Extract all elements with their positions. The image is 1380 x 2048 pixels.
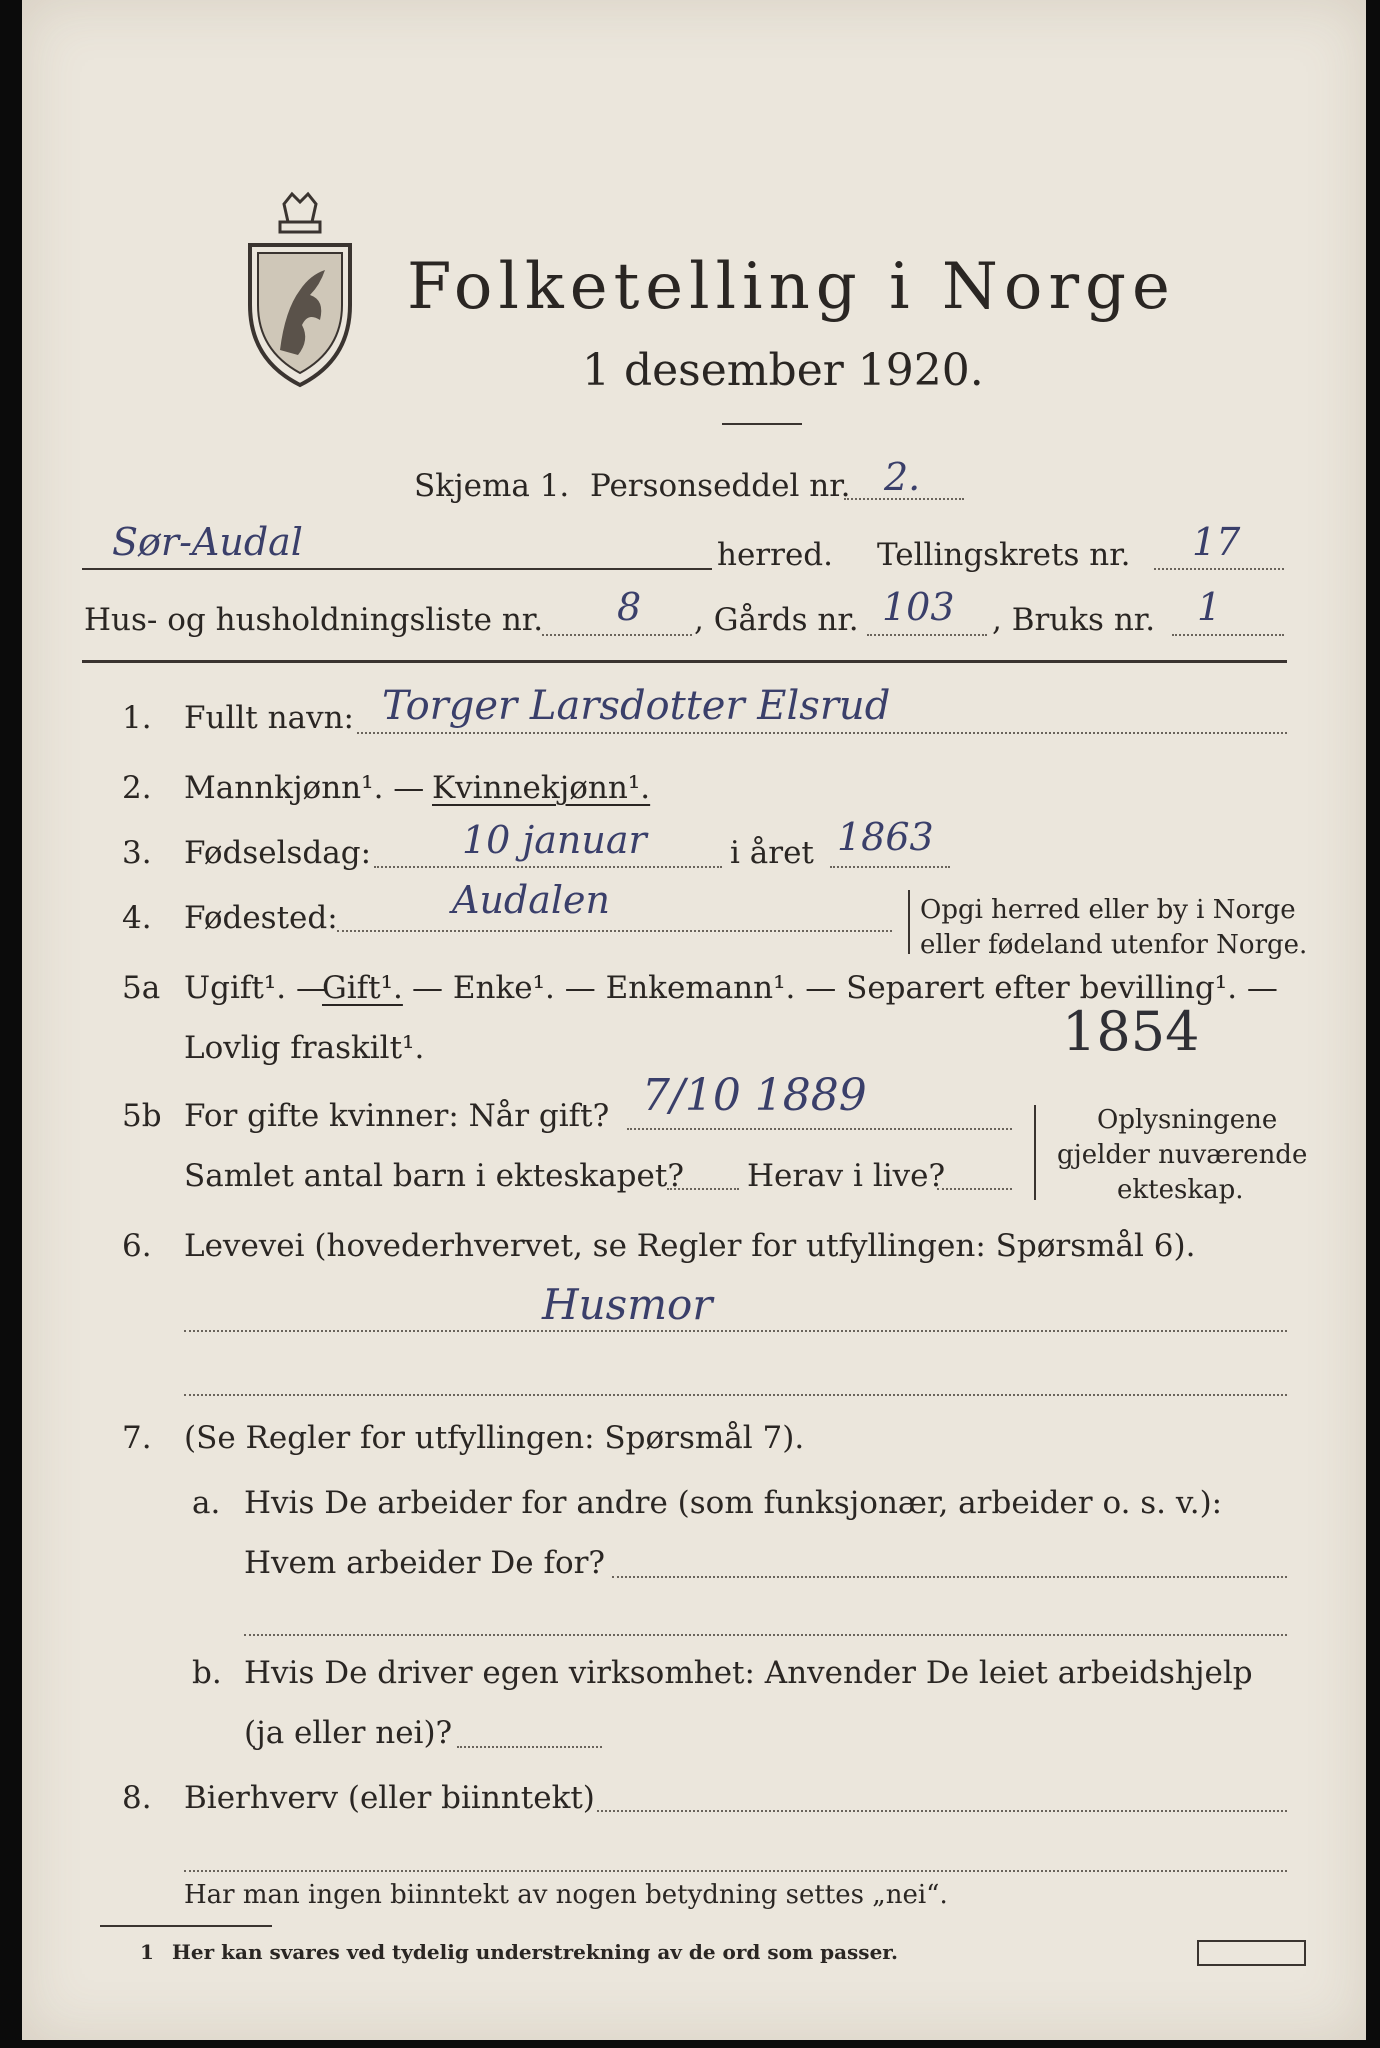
marriage-date-line [627, 1128, 1012, 1130]
form-date: 1 desember 1920. [582, 345, 984, 396]
title-divider [722, 423, 802, 425]
marriage-date-value[interactable]: 7/10 1889 [642, 1070, 867, 1121]
form-title: Folketelling i Norge [407, 250, 1176, 324]
footnote-divider [100, 1925, 272, 1927]
marriage-note-line1: Oplysningene [1097, 1105, 1278, 1135]
children-count-label: Samlet antal barn i ekteskapet? [184, 1158, 684, 1194]
children-count-line [667, 1188, 739, 1190]
q7-number: 7. [122, 1420, 152, 1456]
census-form-page [22, 0, 1366, 2040]
q8-label: Bierhverv (eller biinntekt) [184, 1780, 595, 1816]
q7b-letter: b. [192, 1655, 222, 1691]
herred-label: herred. [717, 537, 833, 573]
bruks-label: , Bruks nr. [992, 602, 1156, 638]
q5a-number: 5a [122, 970, 161, 1006]
q7-label: (Se Regler for utfyllingen: Spørsmål 7). [184, 1420, 805, 1456]
bruks-line [1172, 634, 1284, 636]
q8-number: 8. [122, 1780, 152, 1816]
marriage-note-brace [1034, 1105, 1036, 1200]
footnote-text: Her kan svares ved tydelig understrekning av de ord som passer. [172, 1940, 898, 1964]
marriage-note-line2: gjelder nuværende [1057, 1140, 1308, 1170]
herred-line [82, 568, 712, 570]
birthplace-value[interactable]: Audalen [452, 878, 611, 922]
coat-of-arms-icon [240, 190, 360, 390]
personseddel-label: Personseddel nr. [590, 468, 851, 504]
q3-number: 3. [122, 835, 152, 871]
married-option-underlined[interactable]: Gift¹. [322, 970, 403, 1006]
q7a-line1: Hvis De arbeider for andre (som funksjonær, arbeider o. s. v.): [244, 1485, 1223, 1521]
side-income-line[interactable] [597, 1810, 1287, 1812]
birthplace-line [337, 930, 892, 932]
q4-label: Fødested: [184, 900, 338, 936]
occupation-line-2 [184, 1394, 1287, 1396]
gards-label: , Gårds nr. [694, 602, 859, 638]
divorced-option[interactable]: Lovlig fraskilt¹. [184, 1030, 425, 1066]
marital-other-options[interactable]: — Enke¹. — Enkemann¹. — Separert efter bevilling¹. — [412, 970, 1278, 1006]
q3-label: Fødselsdag: [184, 835, 372, 871]
year-line [830, 866, 950, 868]
birthplace-note-brace [908, 890, 910, 954]
bruks-value[interactable]: 1 [1197, 585, 1222, 629]
occupation-line-1 [184, 1330, 1287, 1332]
footnote-mark: 1 [140, 1940, 154, 1964]
husholdningsliste-line [542, 634, 692, 636]
herred-value[interactable]: Sør-Audal [112, 520, 303, 564]
husholdningsliste-value[interactable]: 8 [617, 585, 642, 629]
birthday-value[interactable]: 10 januar [462, 818, 647, 862]
margin-note-year: 1854 [1062, 1000, 1200, 1063]
marriage-date-label: For gifte kvinner: Når gift? [184, 1098, 610, 1134]
q1-line [357, 732, 1287, 734]
male-option[interactable]: Mannkjønn¹. — [184, 770, 425, 806]
employer-line-2[interactable] [244, 1634, 1287, 1636]
unmarried-option[interactable]: Ugift¹. — [184, 970, 327, 1006]
marriage-note-line3: ekteskap. [1117, 1175, 1244, 1205]
personseddel-value[interactable]: 2. [884, 455, 921, 499]
q7b-line2: (ja eller nei)? [244, 1715, 453, 1751]
gards-value[interactable]: 103 [882, 585, 955, 629]
q7b-line1: Hvis De driver egen virksomhet: Anvender De leiet arbeidshjelp [244, 1655, 1253, 1691]
skjema-label: Skjema 1. [414, 468, 570, 504]
side-income-note: Har man ingen biinntekt av nogen betydning settes „nei“. [184, 1880, 948, 1910]
tellingskrets-line [1154, 568, 1284, 570]
husholdningsliste-label: Hus- og husholdningsliste nr. [84, 602, 544, 638]
birth-year-value[interactable]: 1863 [837, 815, 934, 859]
q7a-line2: Hvem arbeider De for? [244, 1545, 606, 1581]
year-label: i året [730, 835, 814, 871]
q2-number: 2. [122, 770, 152, 806]
birthday-line [374, 866, 722, 868]
q7a-letter: a. [192, 1485, 221, 1521]
children-alive-line [937, 1188, 1012, 1190]
employer-line[interactable] [612, 1576, 1287, 1578]
q1-label: Fullt navn: [184, 700, 354, 736]
hired-help-line[interactable] [457, 1746, 602, 1748]
tellingskrets-label: Tellingskrets nr. [877, 537, 1131, 573]
q6-label: Levevei (hovederhvervet, se Regler for utfyllingen: Spørsmål 6). [184, 1228, 1196, 1264]
occupation-value[interactable]: Husmor [542, 1280, 713, 1329]
q1-number: 1. [122, 700, 152, 736]
children-alive-label: Herav i live? [747, 1158, 946, 1194]
q5b-number: 5b [122, 1098, 162, 1134]
birthplace-note-line1: Opgi herred eller by i Norge [920, 895, 1296, 925]
birthplace-note-line2: eller fødeland utenfor Norge. [920, 930, 1308, 960]
printer-stamp [1197, 1940, 1306, 1966]
q4-number: 4. [122, 900, 152, 936]
q6-number: 6. [122, 1228, 152, 1264]
female-option-underlined[interactable]: Kvinnekjønn¹. [432, 770, 651, 806]
tellingskrets-value[interactable]: 17 [1192, 520, 1241, 564]
side-income-line-2[interactable] [184, 1870, 1287, 1872]
full-name-value[interactable]: Torger Larsdotter Elsrud [382, 683, 891, 729]
header-divider [82, 660, 1287, 663]
gards-line [867, 634, 987, 636]
